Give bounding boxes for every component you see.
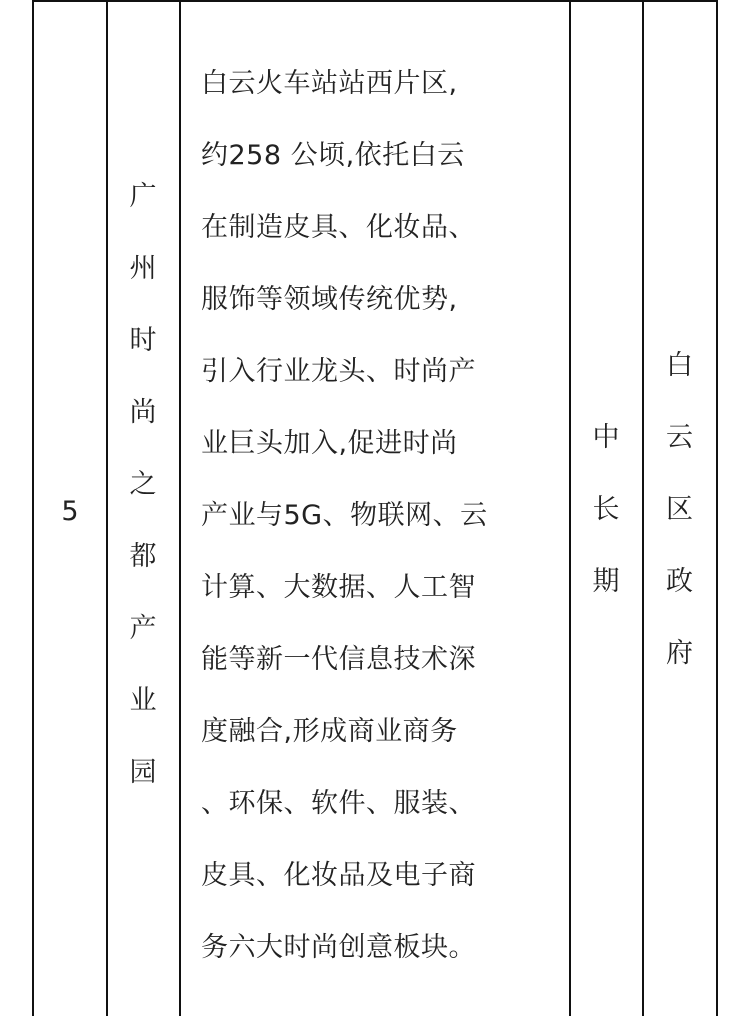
- timeline-char: 长: [592, 494, 620, 525]
- description-line: 在制造皮具、化妆品、: [201, 212, 476, 243]
- timeline-char: 期: [592, 566, 620, 597]
- project-name-char: 产: [129, 613, 157, 644]
- table-border-col2: [179, 0, 181, 1016]
- description-line: 产业与5G、物联网、云: [201, 500, 488, 531]
- agency-char: 府: [666, 638, 693, 669]
- project-name-char: 都: [129, 541, 157, 572]
- project-name-cell: [108, 179, 178, 827]
- description-line: 计算、大数据、人工智: [201, 572, 476, 603]
- project-name-char: 园: [129, 757, 157, 788]
- agency-char: 政: [666, 566, 693, 597]
- table-border-top: [32, 0, 718, 2]
- timeline-char: 中: [592, 422, 620, 453]
- agency-char: 白: [666, 350, 693, 381]
- description-line: 度融合,形成商业商务: [201, 716, 458, 747]
- description-line: 白云火车站站西片区,: [201, 68, 458, 99]
- description-line: 、环保、软件、服装、: [201, 788, 476, 819]
- agency-char: 云: [666, 422, 693, 453]
- description-line: 能等新一代信息技术深: [201, 644, 476, 675]
- project-name-char: 业: [129, 685, 157, 716]
- description-line: 皮具、化妆品及电子商: [201, 860, 476, 891]
- description-line: 约258 公顷,依托白云: [201, 140, 465, 171]
- description-line: 引入行业龙头、时尚产: [201, 356, 476, 387]
- project-name-char: 广: [129, 181, 157, 212]
- timeline-cell: [571, 420, 641, 636]
- description-line: 业巨头加入,促进时尚: [201, 428, 458, 459]
- row-number: 5: [61, 496, 79, 527]
- agency-char: 区: [666, 494, 693, 525]
- agency-cell: [644, 348, 715, 708]
- table-border-right: [716, 0, 718, 1016]
- project-description: [201, 48, 553, 984]
- project-name-char: 时: [129, 325, 157, 356]
- project-name-char: 州: [129, 253, 157, 284]
- description-line: 务六大时尚创意板块。: [201, 932, 476, 963]
- project-name-char: 之: [129, 469, 157, 500]
- project-name-char: 尚: [129, 397, 157, 428]
- description-line: 服饰等领域传统优势,: [201, 284, 458, 315]
